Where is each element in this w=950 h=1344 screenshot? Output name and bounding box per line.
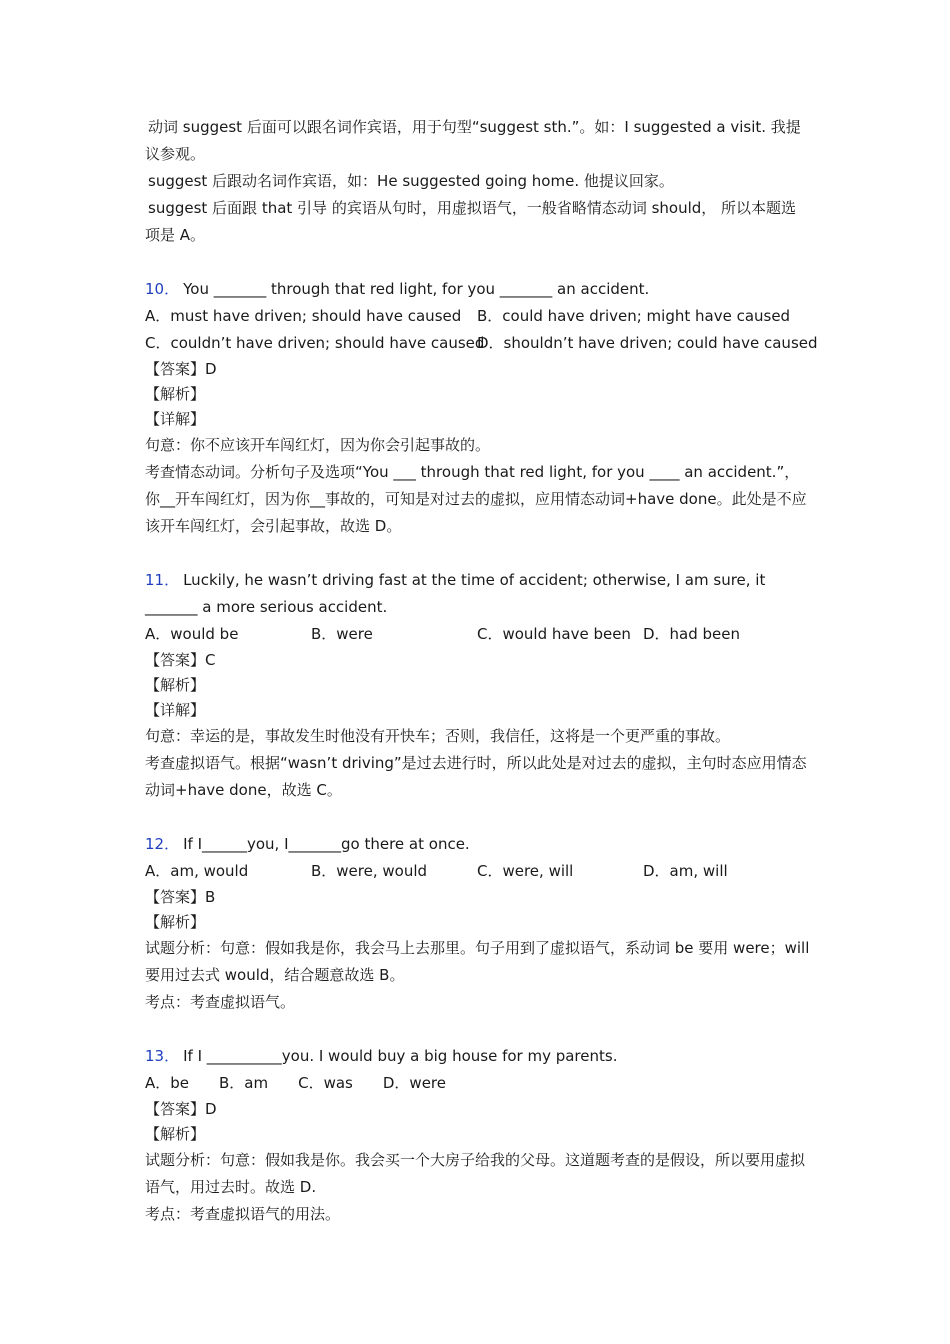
answer-label: 【答案】D (145, 1100, 217, 1118)
answer-label: 【答案】C (145, 651, 216, 669)
question-11 (145, 567, 810, 804)
option-a: A．would be (145, 625, 239, 643)
option-b: B．am (219, 1074, 269, 1092)
intro-paragraph-3: suggest 后面跟 that 引导 的宾语从句时，用虚拟语气，一般省略情态动词 should， 所以本题选项是 A。 (145, 199, 797, 244)
intro-paragraph-1: 动词 suggest 后面可以跟名词作宾语，用于句型“suggest sth.”。如：I suggested a visit. 我提议参观。 (145, 118, 801, 163)
question-stem (145, 1043, 810, 1070)
option-b: B．were, would (311, 862, 428, 880)
explanation-text: 试题分析：句意：假如我是你。我会买一个大房子给我的父母。这道题考查的是假设，所以要用虚拟语气，用过去时。故选 D. (145, 1151, 806, 1196)
explanation-text: 试题分析：句意：假如我是你，我会马上去那里。句子用到了虚拟语气，系动词 be 要用 were；will 要用过去式 would，结合题意故选 B。 (145, 939, 810, 984)
explanation-text: 考查情态动词。分析句子及选项“You ___ through that red light, for you ____ an accident.”，你__开车闯红灯，因为你__事故的，可知是对过去的虚拟，应用情态动词+have done。此处是不应该开车闯红灯，会引起事故，故选 D。 (145, 463, 807, 535)
explanation-text: 考查虚拟语气。根据“wasn’t driving”是过去进行时，所以此处是对过去的虚拟，主句时态应用情态动词+have done，故选 C。 (145, 754, 807, 799)
option-a: A．must have driven; should have caused (145, 307, 462, 325)
option-b: B．could have driven; might have caused (477, 307, 791, 325)
intro-paragraph-2: suggest 后跟动名词作宾语，如：He suggested going home. 他提议回家。 (148, 172, 674, 190)
option-a: A．be (145, 1074, 190, 1092)
options-row (145, 303, 810, 330)
option-d: D．had been (643, 625, 741, 643)
question-number: 11． (145, 571, 180, 589)
explanation-text: 句意：幸运的是，事故发生时他没有开快车；否则，我信任，这将是一个更严重的事故。 (145, 727, 731, 745)
option-c: C．would have been (477, 625, 631, 643)
analysis-label: 【解析】 (145, 385, 206, 403)
option-d: D．shouldn’t have driven; could have caused (477, 334, 818, 352)
explanation-text: 考点：考查虚拟语气。 (145, 993, 296, 1011)
analysis-label: 【解析】 (145, 1125, 206, 1143)
question-number: 10． (145, 280, 180, 298)
option-b: B．were (311, 625, 373, 643)
options-row (145, 858, 810, 885)
option-c: C．were, will (477, 862, 574, 880)
options-row (145, 1070, 810, 1097)
question-stem (145, 567, 810, 621)
detail-label: 【详解】 (145, 410, 206, 428)
question-12 (145, 831, 810, 1016)
question-text: You _______ through that red light, for you _______ an accident. (183, 280, 650, 298)
analysis-label: 【解析】 (145, 676, 206, 694)
option-a: A．am, would (145, 862, 249, 880)
explanation-text: 考点：考查虚拟语气的用法。 (145, 1205, 341, 1223)
answer-label: 【答案】B (145, 888, 216, 906)
options-row (145, 621, 810, 648)
answer-label: 【答案】D (145, 360, 217, 378)
option-c: C．couldn’t have driven; should have caused (145, 334, 485, 352)
explanation-text: 句意：你不应该开车闯红灯，因为你会引起事故的。 (145, 436, 491, 454)
detail-label: 【详解】 (145, 701, 206, 719)
analysis-label: 【解析】 (145, 913, 206, 931)
question-stem (145, 831, 810, 858)
option-d: D．were (382, 1074, 446, 1092)
question-13 (145, 1043, 810, 1228)
question-number: 12． (145, 835, 180, 853)
option-c: C．was (298, 1074, 353, 1092)
document-page (145, 114, 818, 1228)
question-text: If I __________you. I would buy a big house for my parents. (183, 1047, 618, 1065)
question-10 (145, 276, 818, 540)
options-row (145, 330, 818, 357)
question-text: Luckily, he wasn’t driving fast at the time of accident; otherwise, I am sure, it _______ a more serious accident. (145, 571, 766, 616)
option-d: D．am, will (643, 862, 728, 880)
question-text: If I______you, I_______go there at once. (183, 835, 470, 853)
question-stem (145, 276, 810, 303)
question-number: 13． (145, 1047, 180, 1065)
